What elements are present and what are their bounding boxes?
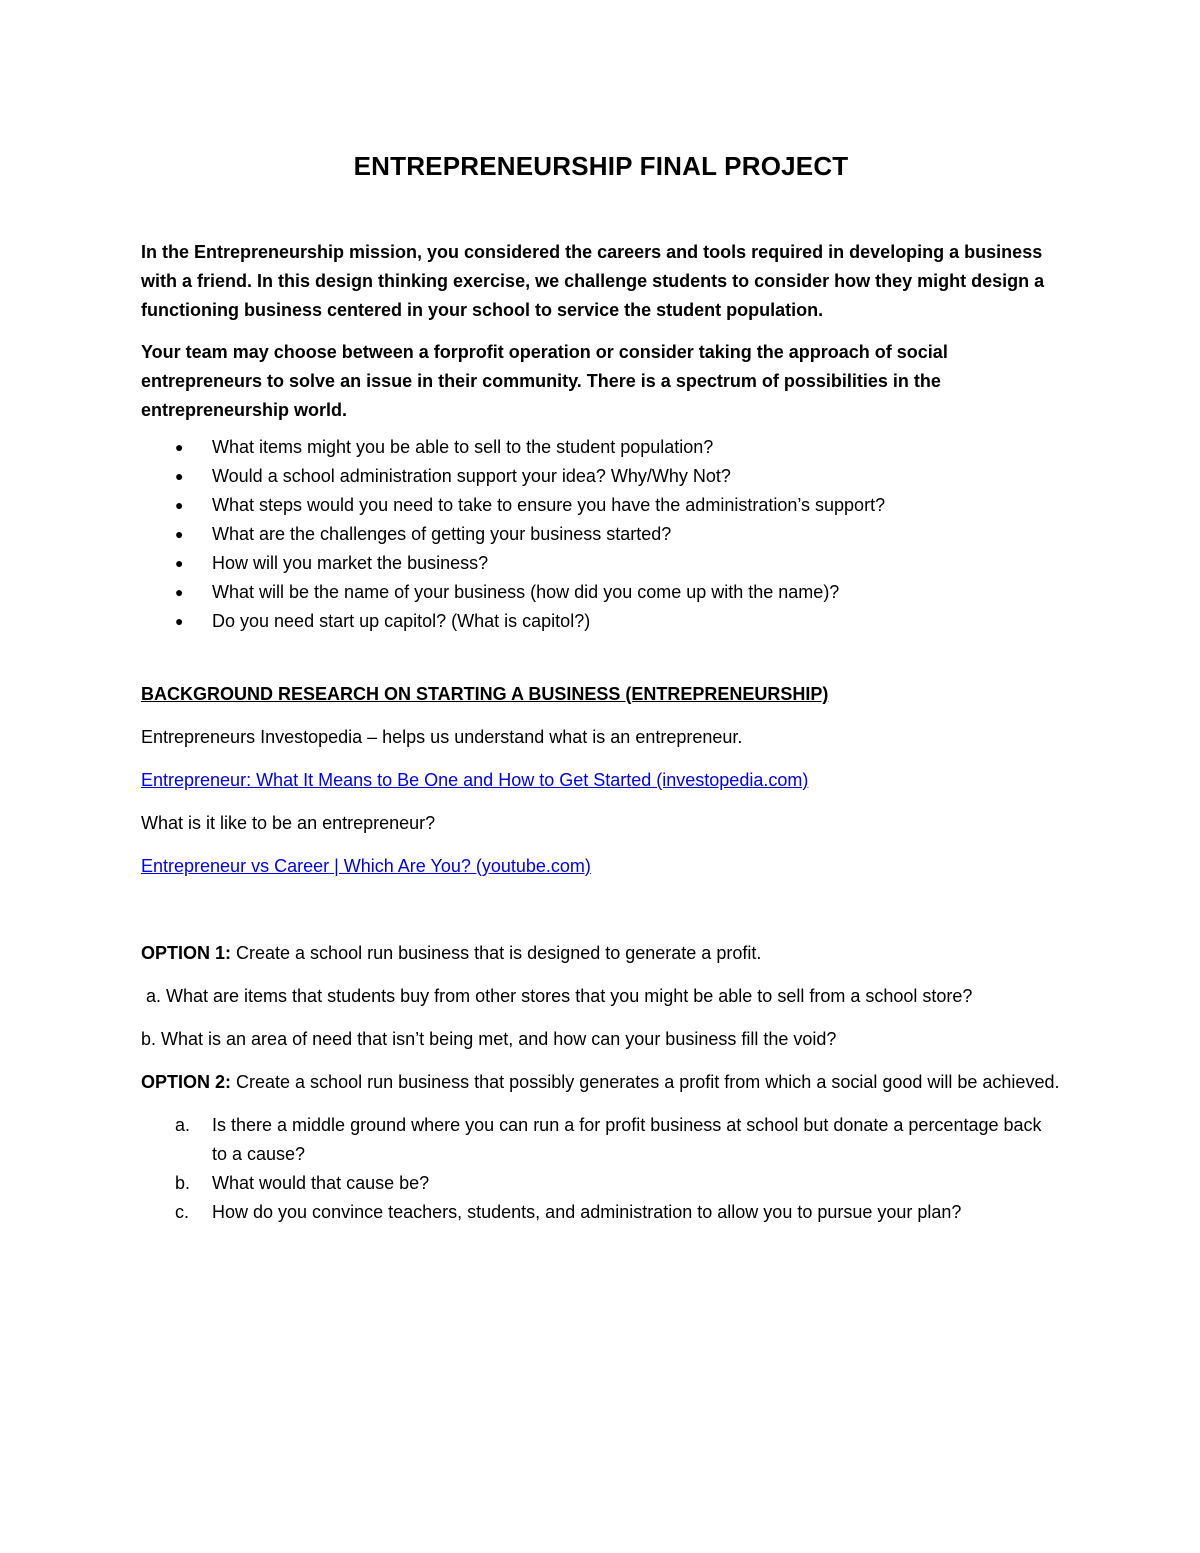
question-text: Would a school administration support your idea? Why/Why Not? [212,466,731,486]
option-1-label: OPTION 1: [141,943,232,963]
bullet-icon: ● [175,613,184,629]
list-item [141,607,1061,636]
list-marker: a. [175,1115,191,1135]
option-1-item-b: b. What is an area of need that isn’t being met, and how can your business fill the void? [141,1029,837,1049]
bullet-icon: ● [175,584,184,600]
option-2-item-text: How do you convince teachers, students, and administration to allow you to pursue your plan? [212,1202,962,1222]
research-line-investopedia: Entrepreneurs Investopedia – helps us understand what is an entrepreneur. [141,727,743,747]
list-item [141,1111,1061,1169]
question-text: What items might you be able to sell to the student population? [212,437,714,457]
question-text: What are the challenges of getting your business started? [212,524,672,544]
option-2-item-text: Is there a middle ground where you can run a for profit business at school but donate a percentage back to a cause? [212,1115,1042,1164]
list-item [141,578,1061,607]
intro-paragraph: In the Entrepreneurship mission, you considered the careers and tools required in developing a business with a friend. In this design thinking exercise, we challenge students to consider how they might design a functioning business centered in your school to service the student population. [141,242,1045,320]
bullet-icon: ● [175,497,184,513]
question-text: What will be the name of your business (how did you come up with the name)? [212,582,840,602]
option-2-item-text: What would that cause be? [212,1173,430,1193]
option-2-list [141,1111,1061,1227]
team-paragraph: Your team may choose between a forprofit operation or consider taking the approach of social entrepreneurs to solve an issue in their community. There is a spectrum of possibilities in the entrepreneurship world. [141,342,948,420]
bullet-icon: ● [175,526,184,542]
list-item [141,1198,1061,1227]
list-marker: c. [175,1202,190,1222]
research-heading: BACKGROUND RESEARCH ON STARTING A BUSINESS (ENTREPRENEURSHIP) [141,684,829,704]
question-text: What steps would you need to take to ensure you have the administration’s support? [212,495,886,515]
list-item [141,1169,1061,1198]
investopedia-link[interactable]: Entrepreneur: What It Means to Be One and How to Get Started (investopedia.com) [141,770,809,790]
option-2-label: OPTION 2: [141,1072,232,1092]
page-title: ENTREPRENEURSHIP FINAL PROJECT [353,151,849,181]
youtube-link[interactable]: Entrepreneur vs Career | Which Are You? (youtube.com) [141,856,591,876]
list-marker: b. [175,1173,191,1193]
list-item [141,462,1061,491]
research-line-question: What is it like to be an entrepreneur? [141,813,436,833]
question-text: How will you market the business? [212,553,489,573]
bullet-icon: ● [175,468,184,484]
question-text: Do you need start up capitol? (What is capitol?) [212,611,591,631]
list-item [141,549,1061,578]
option-1-item-a: a. What are items that students buy from other stores that you might be able to sell from a school store? [146,986,973,1006]
list-item [141,520,1061,549]
list-item [141,433,1061,462]
option-2-text: Create a school run business that possibly generates a profit from which a social good will be achieved. [231,1072,1060,1092]
option-1 [141,939,1061,968]
option-1-text: Create a school run business that is designed to generate a profit. [231,943,762,963]
bullet-icon: ● [175,439,184,455]
bullet-icon: ● [175,555,184,571]
document-body [141,146,1061,1227]
option-2 [141,1068,1061,1097]
question-list [141,433,1061,636]
list-item [141,491,1061,520]
